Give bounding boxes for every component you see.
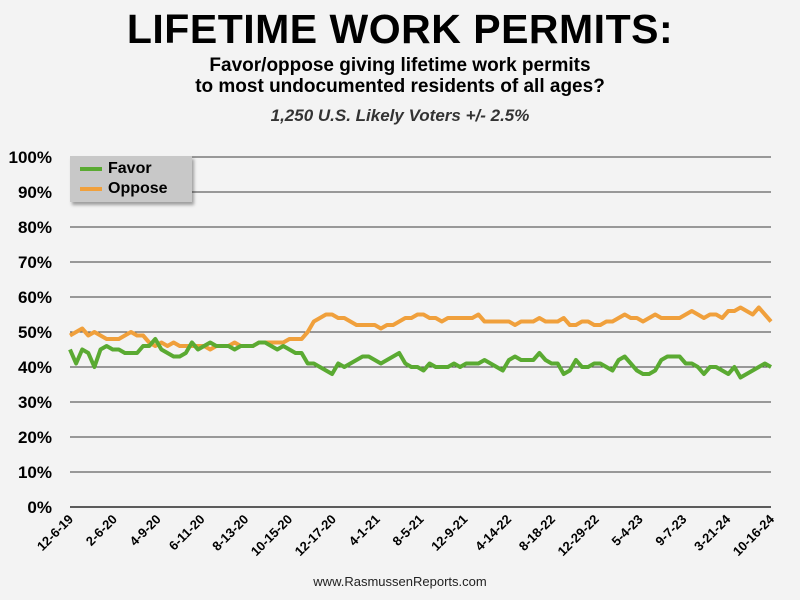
gridlines — [70, 157, 771, 507]
x-tick-label: 12-9-21 — [428, 511, 471, 554]
x-tick-label: 12-17-20 — [291, 511, 339, 559]
legend-label-favor: Favor — [108, 160, 152, 177]
y-tick-label: 50% — [17, 323, 52, 342]
y-tick-label: 0% — [27, 498, 52, 517]
x-tick-label: 10-16-24 — [729, 511, 778, 559]
y-axis-tick-labels — [9, 148, 52, 517]
x-tick-label: 8-5-21 — [389, 511, 427, 549]
chart-title: LIFETIME WORK PERMITS: — [126, 6, 674, 52]
x-tick-label: 4-9-20 — [126, 511, 164, 549]
y-tick-label: 70% — [17, 253, 52, 272]
y-tick-label: 60% — [17, 288, 52, 307]
x-tick-label: 12-6-19 — [33, 511, 77, 554]
x-tick-label: 6-11-20 — [165, 511, 208, 554]
legend-item-oppose — [80, 179, 168, 199]
y-tick-label: 40% — [17, 358, 52, 377]
y-tick-label: 100% — [8, 148, 52, 167]
x-tick-label: 2-6-20 — [82, 511, 120, 549]
y-tick-label: 10% — [17, 463, 52, 482]
x-tick-label: 8-13-20 — [209, 511, 252, 554]
source-footer: www.RasmussenReports.com — [313, 574, 487, 589]
legend-item-favor — [80, 159, 152, 179]
y-tick-label: 80% — [17, 218, 52, 237]
x-axis-tick-labels — [34, 511, 778, 559]
x-tick-label: 12-29-22 — [554, 511, 602, 559]
x-tick-label: 9-7-23 — [652, 511, 690, 549]
series-line-oppose — [70, 308, 771, 350]
legend-swatch-favor — [80, 167, 102, 171]
x-tick-label: 8-18-22 — [515, 511, 559, 554]
y-tick-label: 20% — [17, 428, 52, 447]
subtitle-line-2: to most undocumented residents of all ages? — [195, 76, 605, 97]
subtitle-line-1: Favor/oppose giving lifetime work permits — [209, 55, 591, 76]
x-tick-label: 3-21-24 — [691, 511, 734, 554]
x-tick-label: 4-1-21 — [345, 511, 383, 549]
x-tick-label: 10-15-20 — [247, 511, 296, 559]
legend-label-oppose: Oppose — [108, 180, 168, 197]
y-tick-label: 30% — [17, 393, 52, 412]
x-tick-label: 4-14-22 — [471, 511, 515, 554]
legend-swatch-oppose — [80, 187, 102, 191]
y-tick-label: 90% — [17, 183, 52, 202]
sample-size-note: 1,250 U.S. Likely Voters +/- 2.5% — [270, 106, 530, 125]
legend — [70, 156, 192, 202]
x-tick-label: 5-4-23 — [608, 511, 646, 549]
